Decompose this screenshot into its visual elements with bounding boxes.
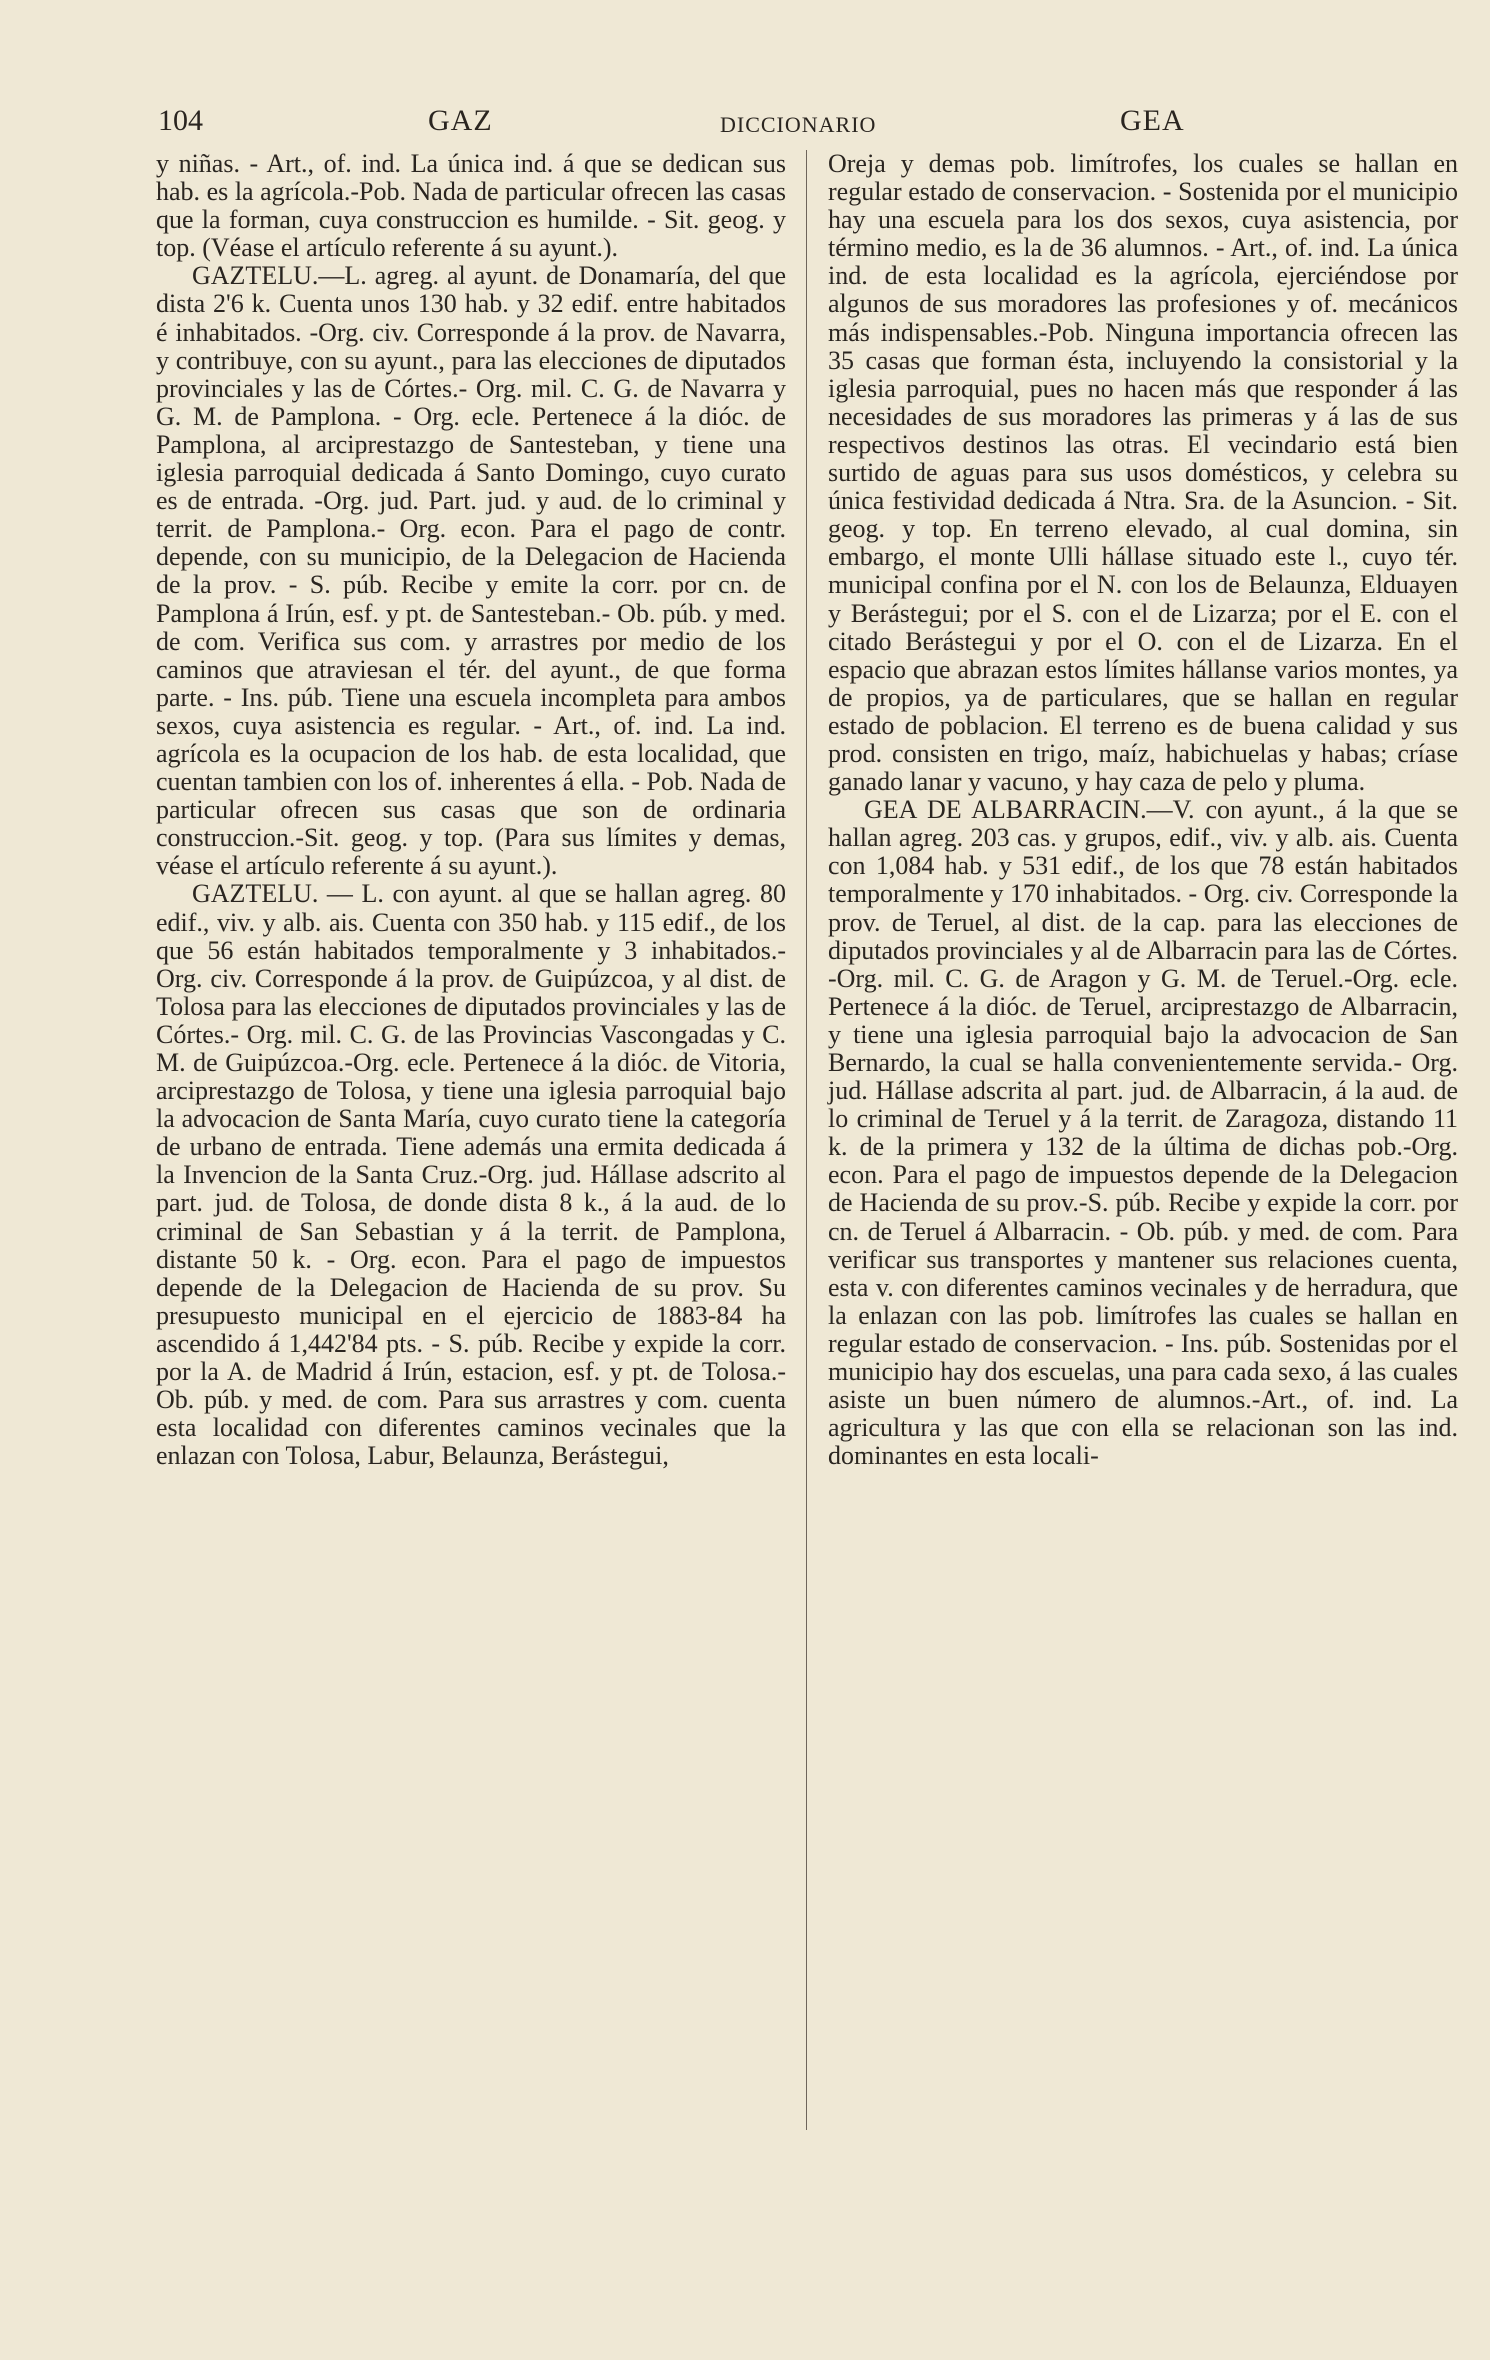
entry-gaztelu-guipuzcoa: GAZTELU. — L. con ayunt. al que se hallan agreg. 80 edif., viv. y alb. ais. Cuenta con 350 hab. y 115 edif., de los que 56 están habitados temporalmente y 3 inhabitados.- Org. civ. Corresponde á la prov. de Guipúzcoa, y al dist. de Tolosa para las elecciones de diputados provinciales y las de Córtes.- Org. mil. C. G. de las Provincias Vascongadas y C. M. de Guipúzcoa.-Org. ecle. Pertenece á la dióc. de Vitoria, arciprestazgo de Tolosa, y tiene una iglesia parroquial bajo la advocacion de Santa María, cuyo curato tiene la categoría de urbano de entrada. Tiene además una ermita dedicada á la Invencion de la Santa Cruz.-Org. jud. Hállase adscrito al part. jud. de Tolosa, de donde dista 8 k., á la aud. de lo criminal de San Sebastian y á la territ. de Pamplona, distante 50 k. - Org. econ. Para el pago de impuestos depende de la Delegacion de Hacienda de su prov. Su presupuesto municipal en el ejercicio de 1883-84 ha ascendido á 1,442'84 pts. - S. púb. Recibe y expide la corr. por la A. de Madrid á Irún, estacion, esf. y pt. de Tolosa.-Ob. púb. y med. de com. Para sus arrastres y com. cuenta esta localidad con diferentes caminos vecinales que la enlazan con Tolosa, Labur, Belaunza, Berástegui, (156, 879, 786, 1471)
page-header (158, 104, 1448, 144)
right-entry-continuation: Oreja y demas pob. limítrofes, los cuales se hallan en regular estado de conservacion. - Sostenida por el municipio hay una escuela para los dos sexos, cuya asistencia, por término medio, es la de 36 alumnos. - Art., of. ind. La única ind. de esta localidad es la agrícola, ejerciéndose por algunos de sus moradores las profesiones y of. mecánicos más indispensables.-Pob. Ninguna importancia ofrecen las 35 casas que forman ésta, incluyendo la consistorial y la iglesia parroquial, pues no hacen más que responder á las necesidades de sus moradores las primeras y á las de sus respectivos destinos las otras. El vecindario está bien surtido de aguas para sus usos domésticos, y celebra su única festividad dedicada á Ntra. Sra. de la Asuncion. - Sit. geog. y top. En terreno elevado, al cual domina, sin embargo, el monte Ulli hállase situado este l., cuyo tér. municipal confina por el N. con los de Belaunza, Elduayen y Berástegui; por el S. con el de Lizarza; por el E. con el citado Berástegui y por el O. con el de Lizarza. En el espacio que abrazan estos límites hállanse varios montes, ya de propios, ya de particulares, que se hallan en regular estado de poblacion. El terreno es de buena calidad y sus prod. consisten en trigo, maíz, habichuelas y habas; críase ganado lanar y vacuno, y hay caza de pelo y pluma. (828, 149, 1458, 797)
running-head-left: GAZ (428, 104, 493, 137)
entry-gaztelu-donamaria: GAZTELU.—L. agreg. al ayunt. de Donamaría, del que dista 2'6 k. Cuenta unos 130 hab. y 32 edif. entre habitados é inhabitados. -Org. civ. Corresponde á la prov. de Navarra, y contribuye, con su ayunt., para las elecciones de diputados provinciales y las de Córtes.- Org. mil. C. G. de Navarra y G. M. de Pamplona. - Org. ecle. Pertenece á la dióc. de Pamplona, al arciprestazgo de Santesteban, y tiene una iglesia parroquial dedicada á Santo Domingo, cuyo curato es de entrada. -Org. jud. Part. jud. y aud. de lo criminal y territ. de Pamplona.- Org. econ. Para el pago de contr. depende, con su municipio, de la Delegacion de Hacienda de la prov. - S. púb. Recibe y emite la corr. por cn. de Pamplona á Irún, esf. y pt. de Santesteban.- Ob. púb. y med. de com. Verifica sus com. y arrastres por medio de los caminos que atraviesan el tér. del ayunt., de que forma parte. - Ins. púb. Tiene una escuela incompleta para ambos sexos, cuya asistencia es regular. - Art., of. ind. La ind. agrícola es la ocupacion de los hab. de esta localidad, que cuentan tambien con los of. inherentes á ella. - Pob. Nada de particular ofrecen sus casas que son de ordinaria construccion.-Sit. geog. y top. (Para sus límites y demas, véase el artículo referente á su ayunt.). (156, 261, 786, 881)
entry-gea-de-albarracin: GEA DE ALBARRACIN.—V. con ayunt., á la que se hallan agreg. 203 cas. y grupos, edif., viv. y alb. ais. Cuenta con 1,084 hab. y 531 edif., de los que 78 están habitados temporalmente y 170 inhabitados. - Org. civ. Corresponde la prov. de Teruel, al dist. de la cap. para las elecciones de diputados provinciales y al de Albarracin para las de Córtes. -Org. mil. C. G. de Aragon y G. M. de Teruel.-Org. ecle. Pertenece á la dióc. de Teruel, arciprestazgo de Albarracin, y tiene una iglesia parroquial bajo la advocacion de San Bernardo, la cual se halla convenientemente servida.- Org. jud. Hállase adscrita al part. jud. de Albarracin, á la aud. de lo criminal de Teruel y á la territ. de Zaragoza, distando 11 k. de la primera y 132 de la última de dichas pob.-Org. econ. Para el pago de impuestos depende de la Delegacion de Hacienda de su prov.-S. púb. Recibe y expide la corr. por cn. de Teruel á Albarracin. - Ob. púb. y med. de com. Para verificar sus transportes y mantener sus relaciones cuenta, esta v. con diferentes caminos vecinales y de herradura, que la enlazan con las pob. limítrofes las cuales se hallan en regular estado de conservacion. - Ins. púb. Sostenidas por el municipio hay dos escuelas, una para cada sexo, á las cuales asiste un buen número de alumnos.-Art., of. ind. La agricultura y las que con ella se relacionan son las ind. dominantes en esta locali- (828, 795, 1458, 1471)
right-column (828, 150, 1458, 1470)
running-head-center: DICCIONARIO (720, 112, 877, 137)
page-number: 104 (158, 104, 203, 137)
left-entry-continuation: y niñas. - Art., of. ind. La única ind. á que se dedican sus hab. es la agrícola.-Pob. Nada de particular ofrecen las casas que la forman, cuya construccion es humilde. - Sit. geog. y top. (Véase el artículo referente á su ayunt.). (156, 149, 786, 263)
left-column (156, 150, 786, 1470)
running-head-right: GEA (1120, 104, 1185, 137)
column-divider (806, 150, 807, 2130)
